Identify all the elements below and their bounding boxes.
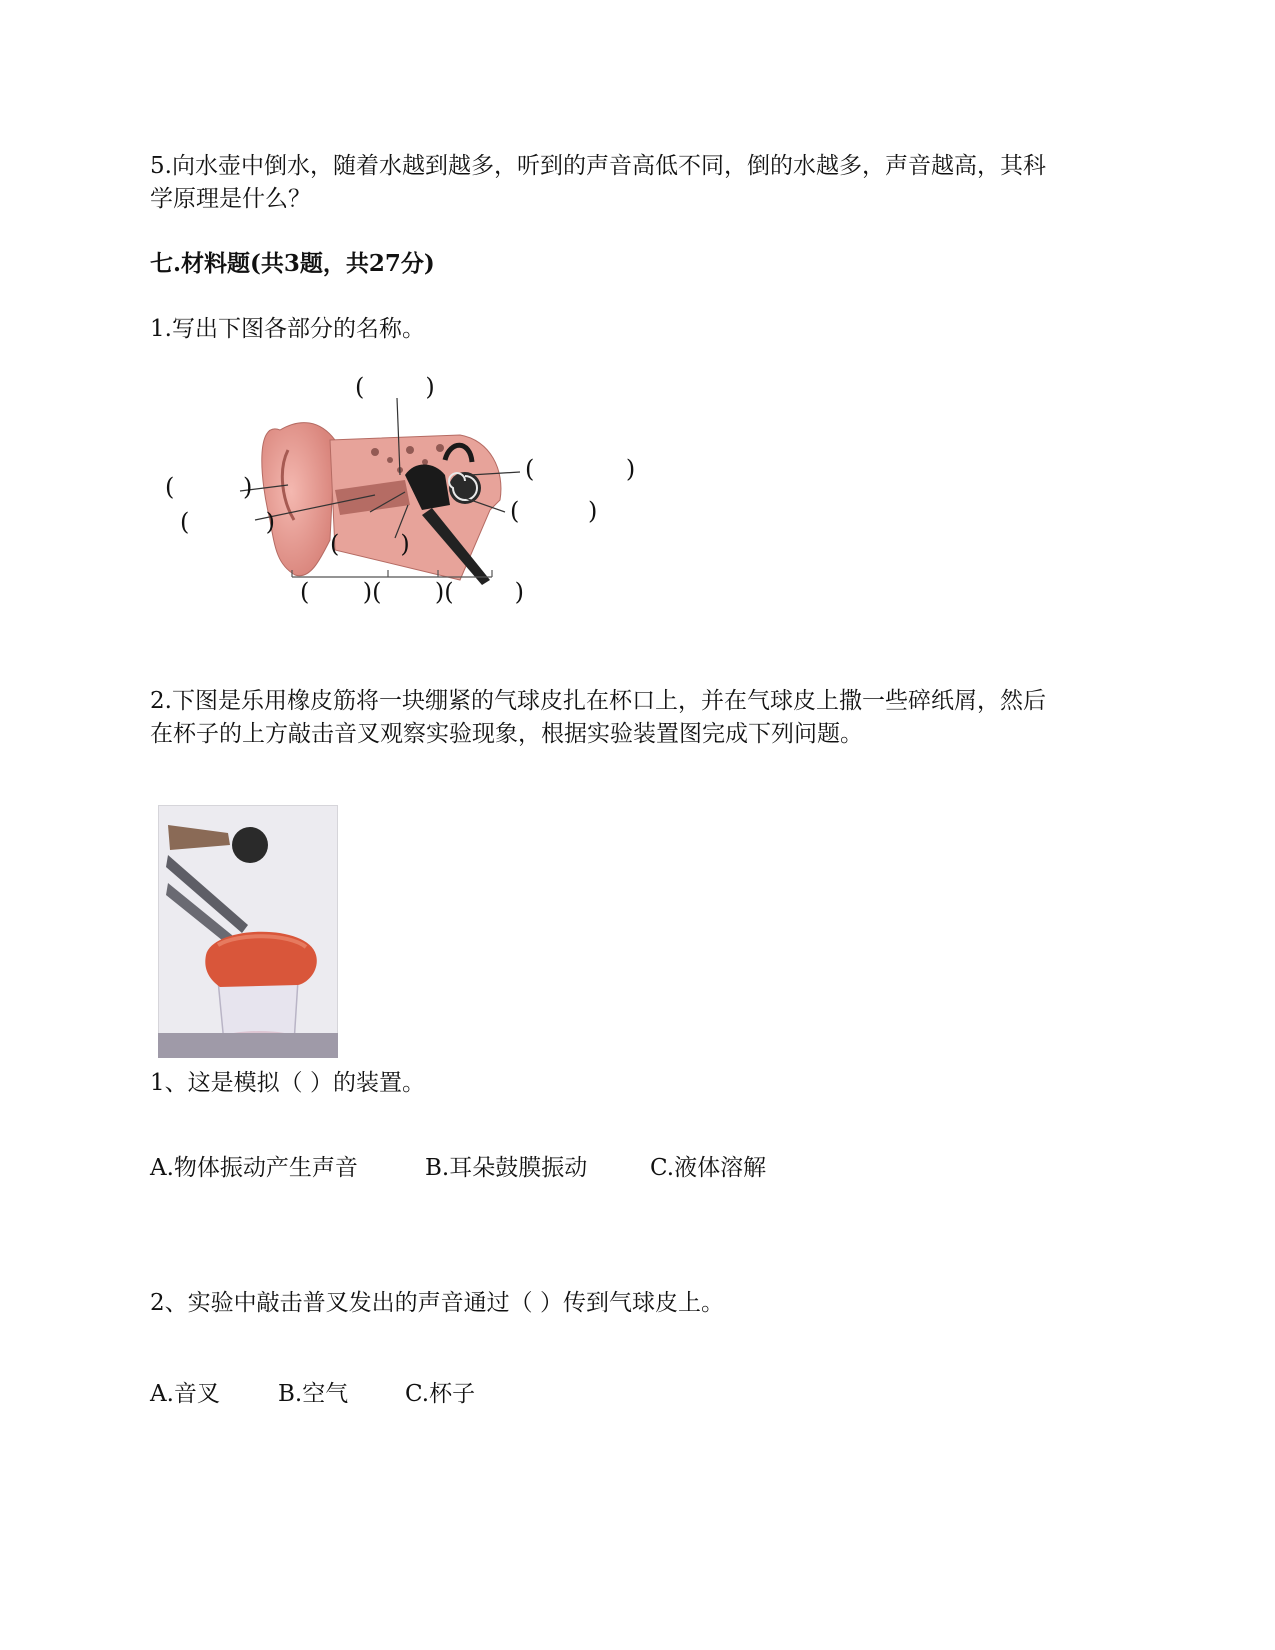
material-question-2-line-1: 2.下图是乐用橡皮筋将一块绷紧的气球皮扎在杯口上，并在气球皮上撒一些碎纸屑，然后 — [150, 688, 1046, 714]
ear-blank-top: ( ) — [355, 373, 435, 401]
sub-question-2-option-a: A.音叉 — [150, 1381, 220, 1407]
question-5-line-2: 学原理是什么？ — [150, 186, 311, 212]
sub-question-1: 1、这是模拟（ ）的装置。 — [150, 1070, 425, 1096]
sub-question-1-option-c: C.液体溶解 — [650, 1155, 767, 1181]
sub-question-1-option-a: A.物体振动产生声音 — [150, 1155, 358, 1181]
ear-blank-left-2: ( ) — [180, 508, 276, 536]
question-5-line-1: 5.向水壶中倒水，随着水越到越多，听到的声音高低不同，倒的水越多，声音越高，其科 — [150, 153, 1046, 179]
ear-blank-bottom-row: ( )( )( ) — [300, 578, 525, 606]
sub-question-2-option-b: B.空气 — [278, 1381, 349, 1407]
ear-blank-left-1: ( ) — [165, 473, 253, 501]
material-question-2-line-2: 在杯子的上方敲击音叉观察实验现象，根据实验装置图完成下列问题。 — [150, 721, 863, 747]
sub-question-2-option-c: C.杯子 — [405, 1381, 476, 1407]
ear-blank-right-2: ( ) — [510, 497, 598, 525]
ear-blank-center: ( ) — [330, 530, 410, 558]
experiment-apparatus-photo — [158, 805, 338, 1058]
material-question-1-prompt: 1.写出下图各部分的名称。 — [150, 316, 425, 342]
sub-question-2: 2、实验中敲击普叉发出的声音通过（ ）传到气球皮上。 — [150, 1290, 724, 1316]
section-7-heading: 七.材料题(共3题，共27分) — [150, 250, 435, 277]
ear-blank-right-1: ( ) — [525, 455, 636, 483]
sub-question-1-option-b: B.耳朵鼓膜振动 — [425, 1155, 588, 1181]
